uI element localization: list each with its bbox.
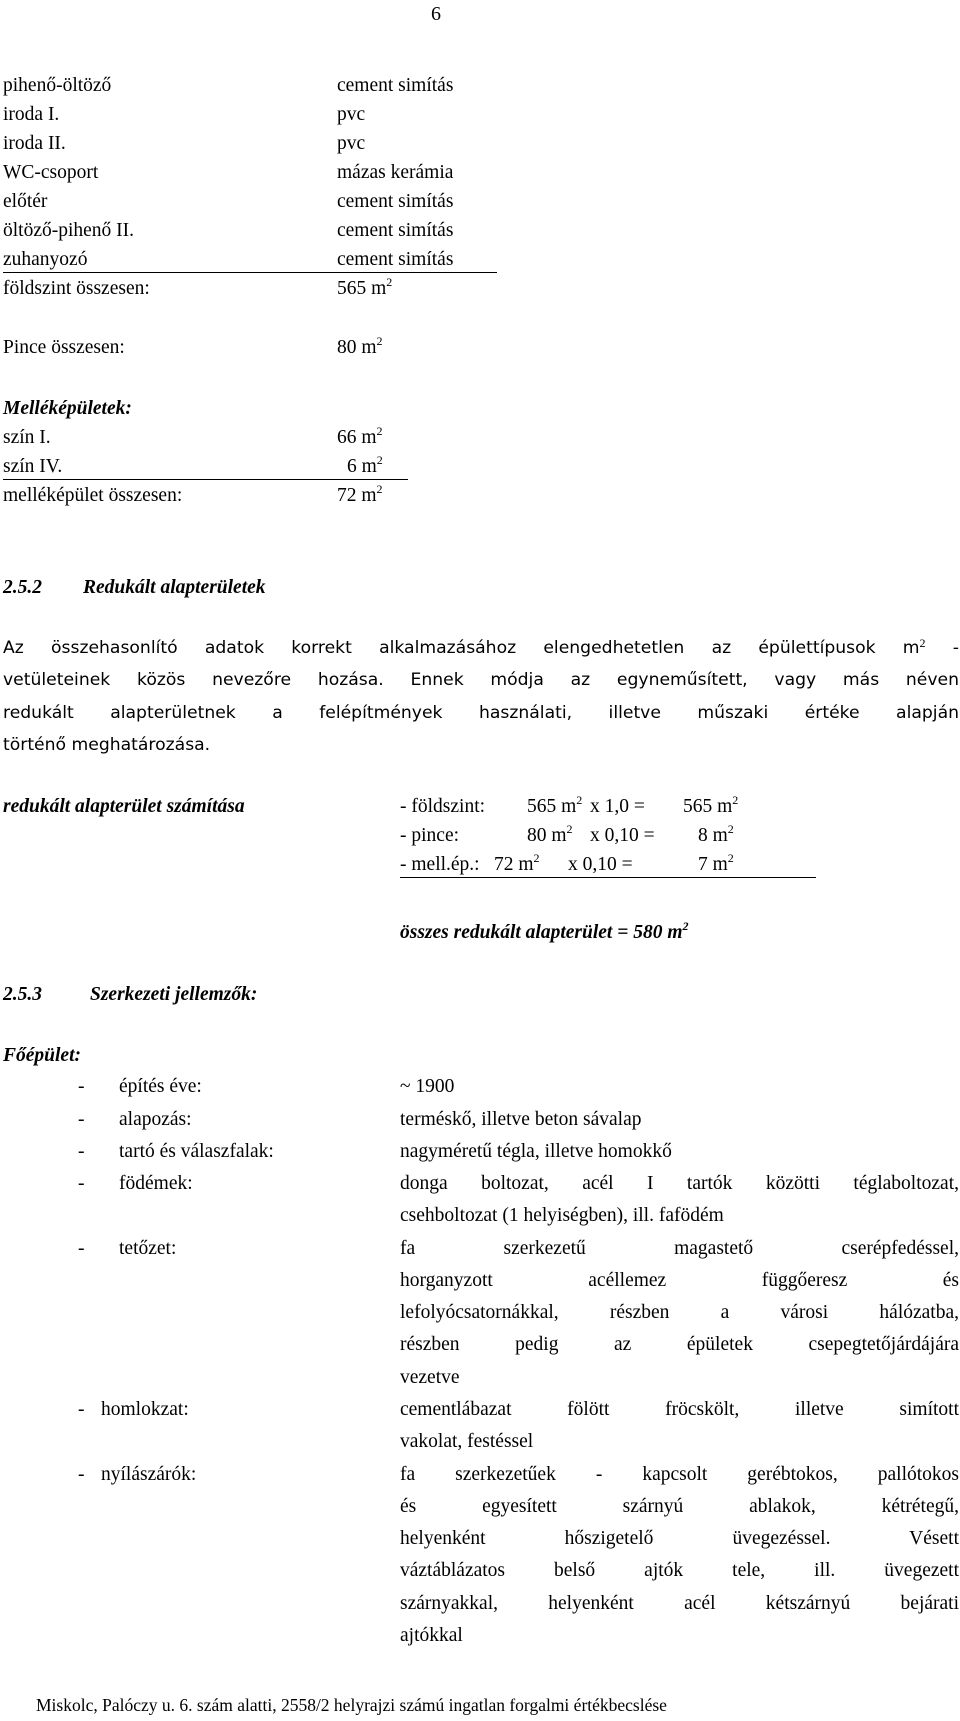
section-title: Redukált alapterületek (83, 577, 266, 598)
calc-row-label: - mell.ép.: (400, 854, 480, 875)
page-footer: Miskolc, Palóczy u. 6. szám alatti, 2558/2 helyrajzi számú ingatlan forgalmi értékbecslése (36, 1695, 667, 1715)
calc-row-result: 8 $m^2$ (698, 822, 734, 846)
item-dash: - (78, 1173, 85, 1194)
room-floor: pvc (337, 104, 366, 125)
item-value-line: helyenként hőszigetelő üvegezéssel. Vésett (400, 1528, 959, 1549)
item-label: alapozás: (119, 1109, 192, 1130)
room-floor: mázas kerámia (337, 162, 454, 183)
outbuilding-value: 6 $m^2$ (347, 453, 383, 477)
basement-total-label: Pince összesen: (3, 337, 125, 358)
outbuilding-sum-rule (3, 479, 408, 480)
item-label: födémek: (119, 1173, 193, 1194)
calc-row-area: 565 $m^2$ (527, 793, 583, 817)
item-value-line: vakolat, festéssel (400, 1431, 534, 1452)
room-floor: cement simítás (337, 75, 454, 96)
calc-sum-rule (400, 877, 816, 878)
calc-row-op: x 0,10 = (590, 825, 655, 846)
item-value-line: lefolyócsatornákkal, részben a városi hálózatba, (400, 1302, 959, 1323)
item-value-line: donga boltozat, acél I tartók közötti téglaboltozat, (400, 1173, 959, 1194)
paragraph-line: vetületeinek közös nevezőre hozása. Ennek módja az egyneműsített, vagy más néven (3, 670, 959, 690)
room-name: zuhanyozó (3, 249, 88, 270)
room-name: iroda II. (3, 133, 66, 154)
paragraph-line: redukált alapterületnek a felépítmények használati, illetve műszaki értéke alapján (3, 703, 959, 723)
item-value-line: cementlábazat fölött fröcskölt, illetve simított (400, 1399, 959, 1420)
item-dash: - (78, 1238, 85, 1259)
item-label: homlokzat: (101, 1399, 189, 1420)
item-label: nyílászárók: (101, 1464, 197, 1485)
item-value-line: ajtókkal (400, 1625, 463, 1646)
ground-total-value: 565 $m^2$ (337, 275, 393, 299)
item-label: építés éve: (119, 1076, 202, 1097)
calc-row-label: - földszint: (400, 796, 486, 817)
item-dash: - (78, 1109, 85, 1130)
room-name: öltöző-pihenő II. (3, 220, 135, 241)
room-name: előtér (3, 191, 48, 212)
paragraph-line: Az összehasonlító adatok korrekt alkalmazásához elengedhetetlen az épülettípusok $m^2$ - (3, 636, 959, 658)
outbuilding-name: szín I. (3, 427, 51, 448)
item-label: tartó és válaszfalak: (119, 1141, 274, 1162)
basement-total-value: 80 $m^2$ (337, 334, 383, 358)
room-floor: cement simítás (337, 220, 454, 241)
calc-total: összes redukált alapterület = 580 $m^2$ (400, 919, 689, 943)
ground-total-label: földszint összesen: (3, 278, 150, 299)
item-value-line: szárnyakkal, helyenként acél kétszárnyú bejárati (400, 1593, 959, 1614)
item-value-line: és egyesített szárnyú ablakok, kétrétegű, (400, 1496, 959, 1517)
calc-row-result: 565 $m^2$ (683, 793, 739, 817)
outbuilding-name: szín IV. (3, 456, 63, 477)
calc-row-area: 72 $m^2$ (494, 851, 540, 875)
main-building-heading: Főépület: (3, 1045, 81, 1066)
calc-row-op: x 1,0 = (590, 796, 645, 817)
outbuilding-value: 66 $m^2$ (337, 424, 383, 448)
item-value: nagyméretű tégla, illetve homokkő (400, 1141, 672, 1162)
item-dash: - (78, 1076, 85, 1097)
room-floor: cement simítás (337, 191, 454, 212)
calc-row-op: x 0,10 = (568, 854, 633, 875)
calc-row-area: 80 $m^2$ (527, 822, 573, 846)
item-value-line: fa szerkezetű magastető cserépfedéssel, (400, 1238, 959, 1259)
outbuildings-total-value: 72 $m^2$ (337, 482, 383, 506)
room-floor: pvc (337, 133, 366, 154)
outbuildings-heading: Melléképületek: (3, 398, 132, 419)
item-value-line: részben pedig az épületek csepegtetőjárdájára (400, 1334, 959, 1355)
section-number: 2.5.3 (3, 984, 42, 1005)
section-number: 2.5.2 (3, 577, 42, 598)
item-dash: - (78, 1464, 85, 1485)
room-name: WC-csoport (3, 162, 99, 183)
item-value: ~ 1900 (400, 1076, 455, 1097)
item-value-line: fa szerkezetűek - kapcsolt gerébtokos, pallótokos (400, 1464, 959, 1485)
item-value-line: vezetve (400, 1367, 460, 1388)
item-label: tetőzet: (119, 1238, 177, 1259)
section-title: Szerkezeti jellemzők: (90, 984, 258, 1005)
item-value-line: horganyzott acéllemez függőeresz és (400, 1270, 959, 1291)
page-number: 6 (431, 3, 441, 25)
item-dash: - (78, 1399, 85, 1420)
room-floor: cement simítás (337, 249, 454, 270)
item-value: terméskő, illetve beton sávalap (400, 1109, 642, 1130)
room-name: iroda I. (3, 104, 60, 125)
calc-row-result: 7 $m^2$ (698, 851, 734, 875)
calc-label: redukált alapterület számítása (3, 796, 245, 817)
item-value-line: váztáblázatos belső ajtók tele, ill. üvegezett (400, 1560, 959, 1581)
room-name: pihenő-öltöző (3, 75, 112, 96)
outbuildings-total-label: melléképület összesen: (3, 485, 183, 506)
calc-row-label: - pince: (400, 825, 460, 846)
paragraph-line: történő meghatározása. (3, 735, 211, 755)
item-value-line: csehboltozat (1 helyiségben), ill. fafödém (400, 1205, 724, 1226)
item-dash: - (78, 1141, 85, 1162)
sum-rule (3, 272, 497, 273)
